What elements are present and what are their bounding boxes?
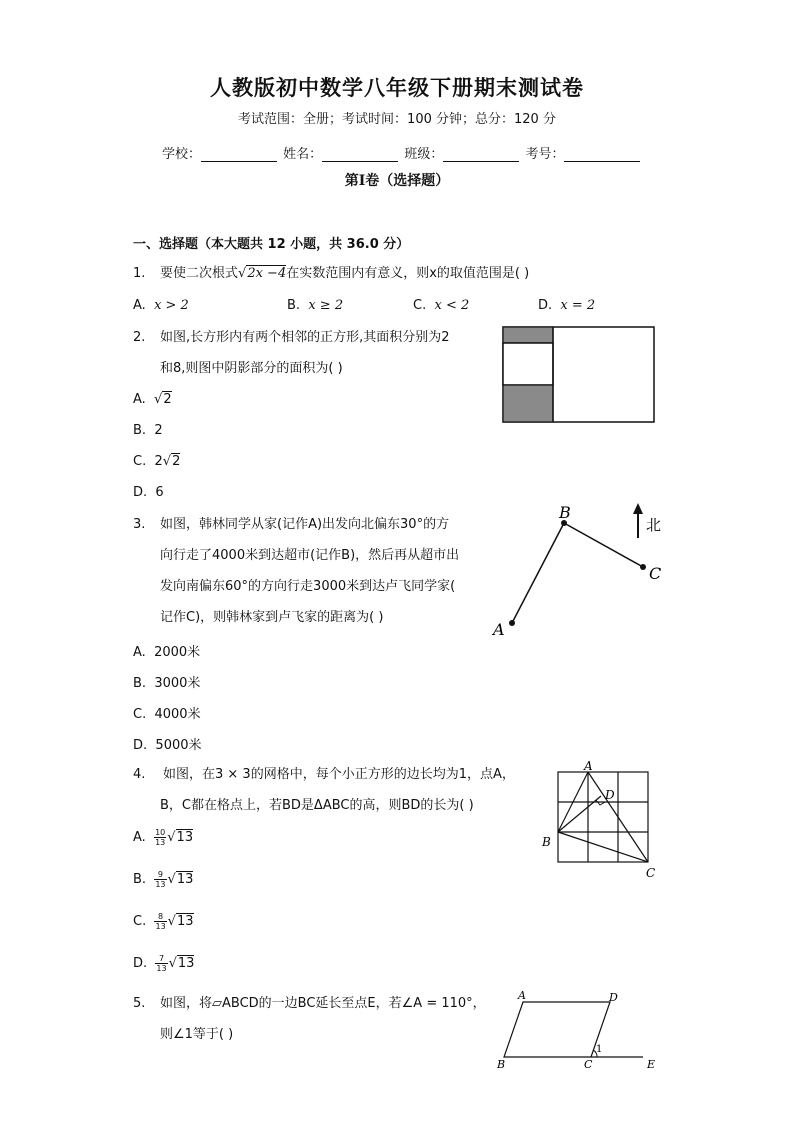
q4-option-b[interactable]: B. $\frac{9}{13}$ √13: [133, 870, 194, 889]
q2-shaded-bottom: [503, 385, 553, 422]
field-name-label: 姓名：: [283, 147, 323, 162]
q4-number: 4.: [133, 767, 146, 782]
q4-option-d[interactable]: D. $\frac{7}{13}$ √13: [133, 954, 195, 973]
q3-option-b[interactable]: B. 3000米: [133, 676, 201, 691]
q3-label-c: C: [649, 564, 662, 583]
q5-label-d: D: [609, 991, 618, 1004]
q5-figure: [493, 988, 665, 1073]
q1-radical: √2x −4: [238, 266, 287, 281]
q1-number: 1.: [133, 266, 146, 281]
page-title: 人教版初中数学八年级下册期末测试卷: [210, 75, 584, 100]
field-class-blank[interactable]: [443, 147, 519, 162]
q2-line-2: 和8,则图中阴影部分的面积为( ): [160, 361, 343, 376]
q3-north-label: 北: [646, 516, 662, 534]
q2-option-a[interactable]: A. √2: [133, 392, 172, 407]
q5-number: 5.: [133, 996, 146, 1011]
q3-line-4: 记作C)，则韩林家到卢飞家的距离为( ): [160, 610, 384, 625]
q3-label-b: B: [559, 503, 571, 522]
q3-option-a[interactable]: A. 2000米: [133, 645, 201, 660]
q2-option-b[interactable]: B. 2: [133, 423, 163, 438]
q2-option-c[interactable]: C. 2√2: [133, 454, 181, 469]
field-school-label: 学校：: [162, 147, 202, 162]
q4-label-c: C: [646, 866, 656, 880]
q4-line-1: 如图，在3 × 3的网格中，每个小正方形的边长均为1，点A，: [163, 767, 515, 782]
q5-label-a: A: [518, 989, 526, 1002]
q4-label-a: A: [584, 759, 593, 773]
field-class-label: 班级：: [404, 147, 444, 162]
q5-label-b: B: [497, 1058, 506, 1071]
q2-number: 2.: [133, 330, 146, 345]
q2-option-d[interactable]: D. 6: [133, 485, 164, 500]
q1-stem: [160, 266, 529, 282]
north-arrowhead-icon: [633, 503, 643, 514]
q1-option-c[interactable]: C. x < 2: [413, 298, 470, 313]
q3-point-c: [640, 564, 646, 570]
q3-point-a: [509, 620, 515, 626]
exam-subtitle: 考试范围：全册；考试时间：100 分钟；总分：120 分: [238, 112, 556, 127]
q4-grid: [558, 772, 648, 862]
field-name-blank[interactable]: [322, 147, 398, 162]
q4-label-d: D: [605, 788, 615, 802]
q5-angle-label: 1: [596, 1044, 603, 1055]
q3-figure: [488, 500, 678, 645]
q4-line-2: B，C都在格点上，若BD是ΔABC的高，则BD的长为( ): [160, 798, 474, 813]
q3-segment-ab: [512, 523, 564, 623]
field-id-blank[interactable]: [564, 147, 640, 162]
q4-label-b: B: [542, 835, 551, 849]
info-fields: [162, 143, 642, 162]
q5-label-c: C: [584, 1058, 593, 1071]
q2-line-1: 如图,长方形内有两个相邻的正方形,其面积分别为2: [160, 330, 450, 345]
q2-small-square: [503, 343, 553, 385]
q4-side-bc: [558, 832, 648, 862]
q1-option-d[interactable]: D. x = 2: [538, 298, 596, 313]
q4-option-a[interactable]: A. $\frac{10}{13}$ √13: [133, 828, 194, 847]
q4-figure: [538, 758, 663, 880]
q5-line-2: 则∠1等于( ): [160, 1027, 234, 1042]
field-id-label: 考号：: [525, 147, 565, 162]
q3-label-a: A: [493, 620, 505, 639]
q3-option-c[interactable]: C. 4000米: [133, 707, 201, 722]
q1-stem-pre: 要使二次根式: [160, 266, 239, 281]
section-heading: 一、选择题（本大题共 12 小题，共 36.0 分）: [133, 237, 410, 252]
q3-line-3: 发向南偏东60°的方向行走3000米到达卢飞同学家(: [160, 579, 456, 594]
q1-option-a[interactable]: A. x > 2: [133, 298, 189, 313]
q3-line-2: 向行走了4000米到达超市(记作B)，然后再从超市出: [160, 548, 460, 563]
q4-option-c[interactable]: C. $\frac{8}{13}$ √13: [133, 912, 194, 931]
q5-parallelogram: [504, 1002, 610, 1057]
q3-number: 3.: [133, 517, 146, 532]
q2-figure: [500, 325, 658, 425]
field-school-blank[interactable]: [201, 147, 277, 162]
q3-segment-bc: [564, 523, 643, 567]
q1-stem-post: 在实数范围内有意义，则x的取值范围是( ): [286, 266, 530, 281]
q3-option-d[interactable]: D. 5000米: [133, 738, 202, 753]
q5-label-e: E: [647, 1058, 656, 1071]
q3-line-1: 如图，韩林同学从家(记作A)出发向北偏东30°的方: [160, 517, 450, 532]
volume-heading: 第Ⅰ卷（选择题）: [344, 173, 450, 189]
q1-option-b[interactable]: B. x ≥ 2: [287, 298, 344, 313]
q2-shaded-top: [503, 327, 553, 343]
q5-line-1: 如图，将▱ABCD的一边BC延长至点E，若∠A = 110°，: [160, 996, 486, 1011]
